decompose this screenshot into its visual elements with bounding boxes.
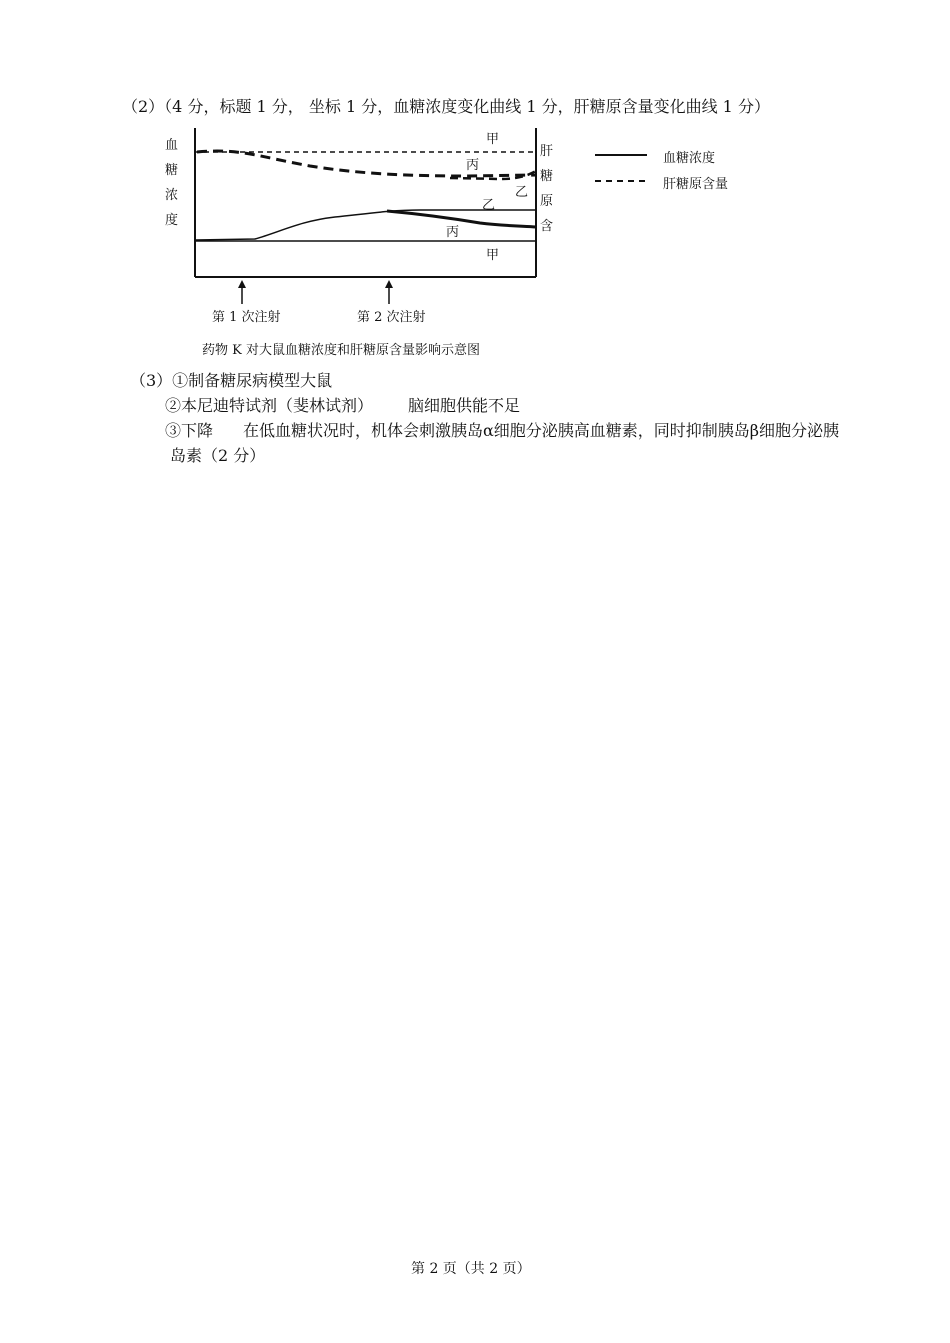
label-jia-top: 甲 xyxy=(486,132,500,147)
legend-solid-label: 血糖浓度 xyxy=(663,151,716,166)
y-right-char-3: 原 xyxy=(540,194,554,209)
label-bing-bottom: 丙 xyxy=(446,225,460,240)
part3-line3b: 在低血糖状况时，机体会刺激胰岛α细胞分泌胰高血糖素，同时抑制胰岛β细胞分泌胰 xyxy=(243,421,840,440)
label-yi-bottom: 乙 xyxy=(482,198,496,213)
figure-caption: 药物 K 对大鼠血糖浓度和肝糖原含量影响示意图 xyxy=(202,343,480,358)
label-jia-bottom: 甲 xyxy=(486,248,500,263)
label-bing-top: 丙 xyxy=(466,158,480,173)
injection2-label: 第 2 次注射 xyxy=(357,310,426,325)
y-left-char-2: 糖 xyxy=(165,163,179,178)
figure xyxy=(150,120,770,330)
y-left-char-4: 度 xyxy=(165,213,179,228)
y-left-char-3: 浓 xyxy=(165,188,179,203)
y-right-char-4: 含 xyxy=(540,219,554,234)
y-right-char-2: 糖 xyxy=(540,169,554,184)
part3-line2b: 脑细胞供能不足 xyxy=(408,396,521,415)
part3-line2a: ②本尼迪特试剂（斐林试剂） xyxy=(165,396,374,415)
part3-line1: （3）①制备糖尿病模型大鼠 xyxy=(130,371,333,390)
injection1-label: 第 1 次注射 xyxy=(212,310,281,325)
glycogen-curve-bing xyxy=(197,151,536,176)
injection1-arrowhead xyxy=(238,280,246,288)
y-left-char-1: 血 xyxy=(165,138,179,153)
y-right-char-1: 肝 xyxy=(540,144,554,159)
page-footer: 第 2 页（共 2 页） xyxy=(411,1261,531,1277)
legend-dashed-label: 肝糖原含量 xyxy=(663,177,729,192)
part3-line3a: ③下降 xyxy=(165,421,214,440)
label-yi-top: 乙 xyxy=(515,185,529,200)
glucose-curve-bing xyxy=(387,211,536,227)
part2-heading: （2）（4 分，标题 1 分， 坐标 1 分，血糖浓度变化曲线 1 分，肝糖原含量变化曲线 1 分） xyxy=(122,97,770,116)
injection2-arrowhead xyxy=(385,280,393,288)
part3-line4: 岛素（2 分） xyxy=(170,446,266,465)
